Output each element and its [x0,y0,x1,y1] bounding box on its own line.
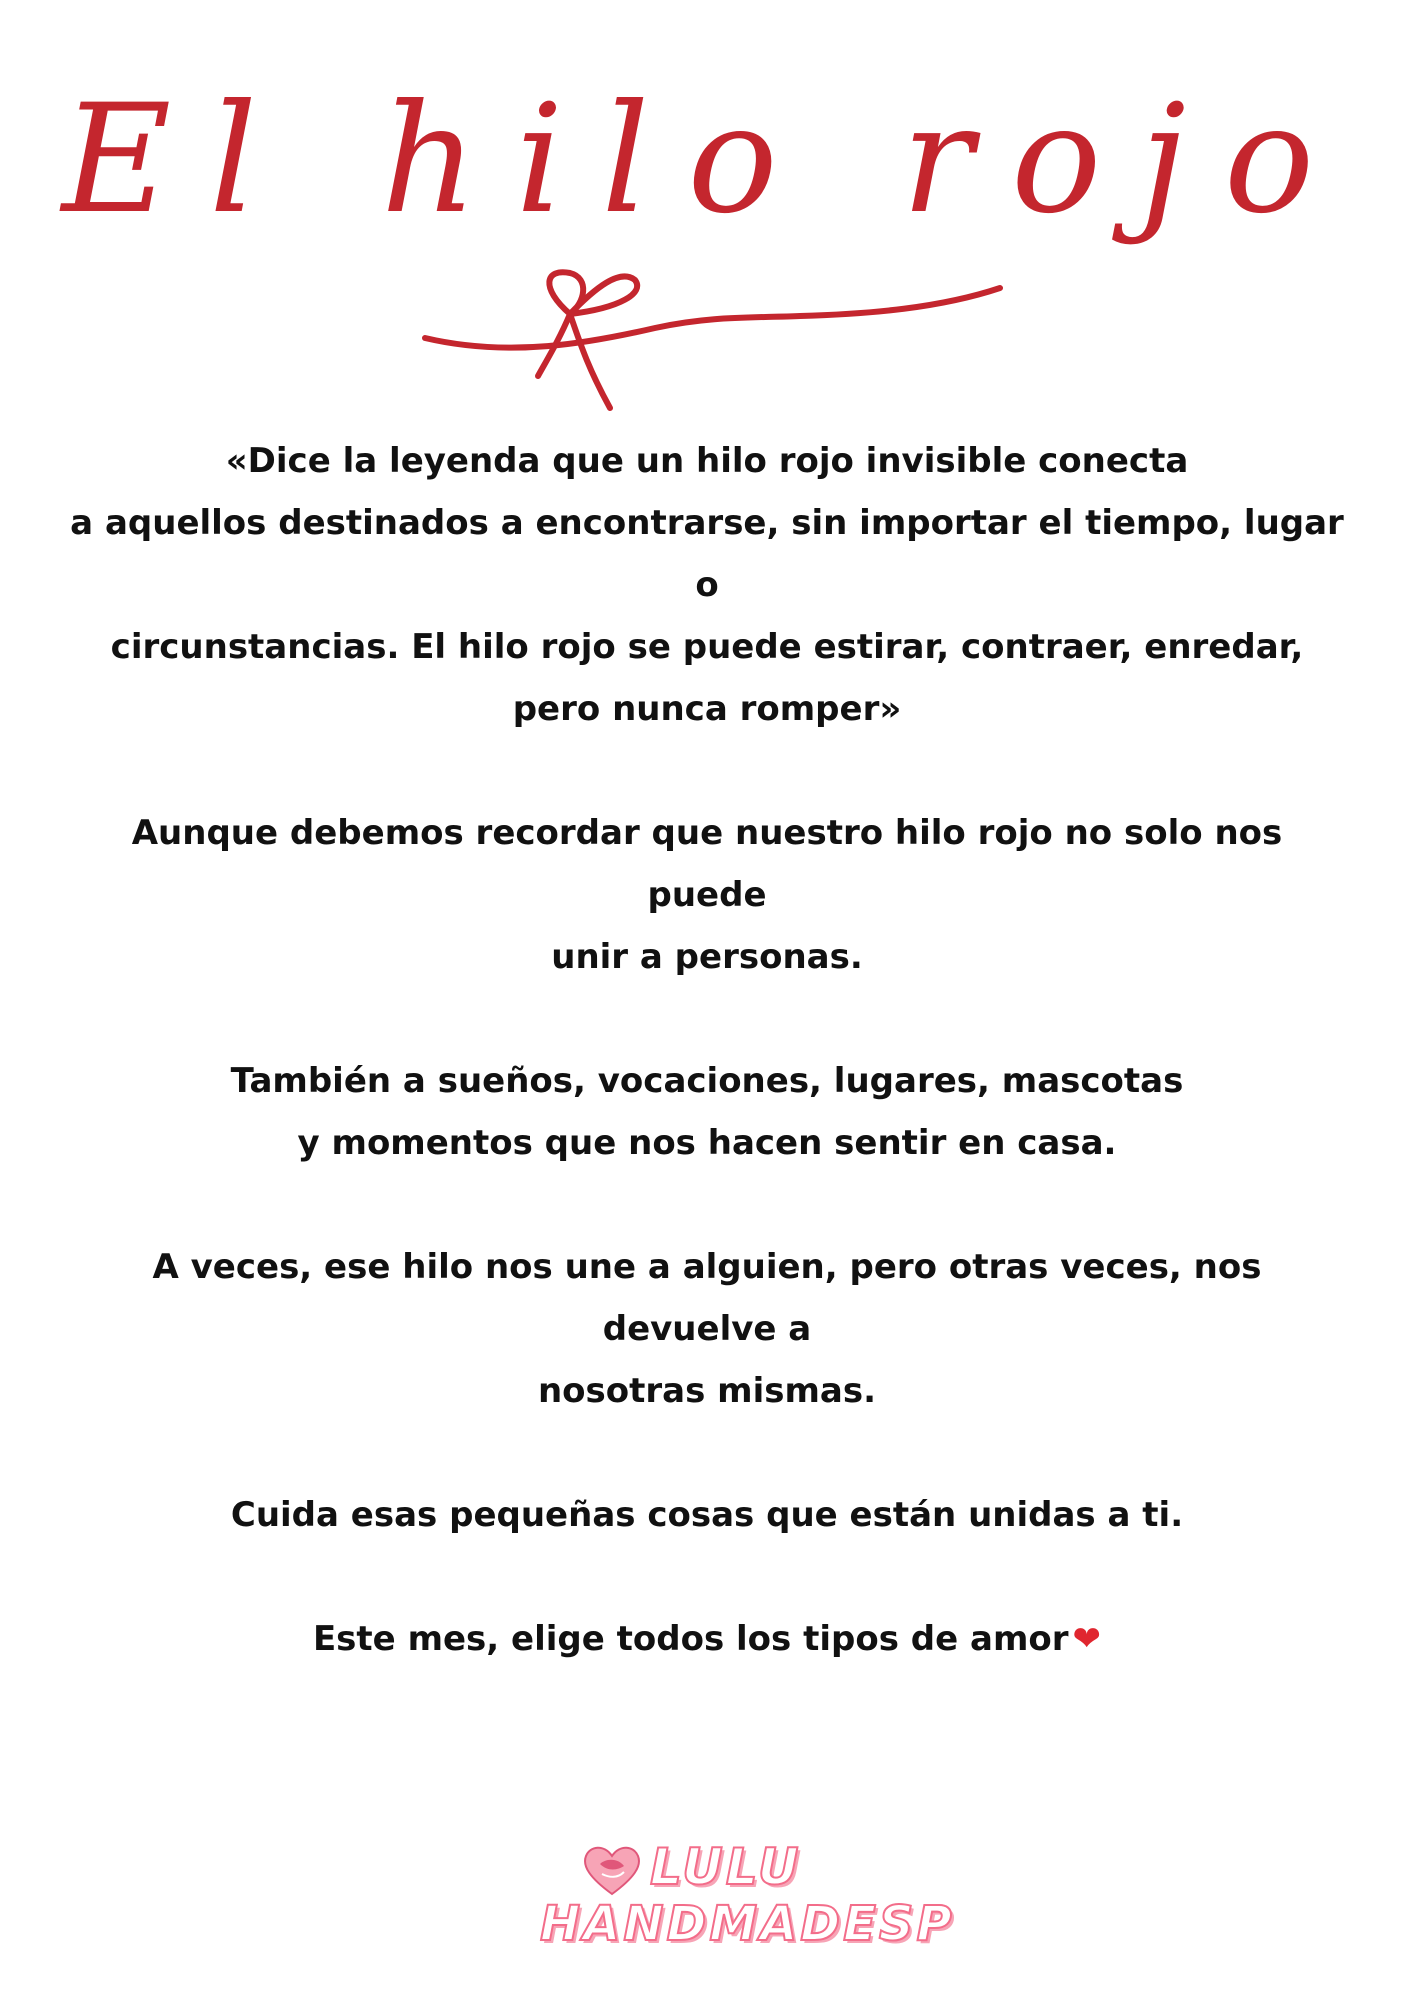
brand-logo [540,1838,955,1958]
text-line: Cuida esas pequeñas cosas que están unidas a ti. [230,1495,1184,1535]
paragraph-legend [70,430,1344,740]
red-heart-icon: ❤ [1072,1619,1102,1659]
text-line [70,1608,1344,1670]
text-line: A veces, ese hilo nos une a alguien, pero otras veces, nos devuelve a [152,1247,1262,1349]
paragraph-also [70,1050,1344,1174]
page-title [0,40,1414,280]
closing-text: Este mes, elige todos los tipos de amor [312,1619,1069,1659]
text-line: Aunque debemos recordar que nuestro hilo rojo no solo nos puede [131,813,1283,915]
paragraph-care [70,1484,1344,1546]
paragraph-closing [70,1608,1344,1670]
text-line: y momentos que nos hacen sentir en casa. [297,1123,1117,1163]
title-text: El hilo rojo [61,73,1353,247]
text-line: circunstancias. El hilo rojo se puede estirar, contraer, enredar, [110,627,1304,667]
logo-line-1: LULU [650,1838,802,1896]
paragraph-reminder [70,802,1344,988]
text-line: unir a personas. [551,937,863,977]
paragraph-sometimes [70,1236,1344,1422]
text-line: nosotras mismas. [537,1371,877,1411]
text-line: «Dice la leyenda que un hilo rojo invisible conecta [225,441,1189,481]
text-line: También a sueños, vocaciones, lugares, mascotas [230,1061,1184,1101]
text-line: a aquellos destinados a encontrarse, sin importar el tiempo, lugar o [70,503,1344,605]
legend-text [70,430,1344,1732]
text-line: pero nunca romper» [512,689,902,729]
logo-line-2: HANDMADESP [540,1896,955,1952]
pink-heart-rose-icon [582,1842,642,1898]
red-ribbon-bow-icon [420,268,1020,418]
